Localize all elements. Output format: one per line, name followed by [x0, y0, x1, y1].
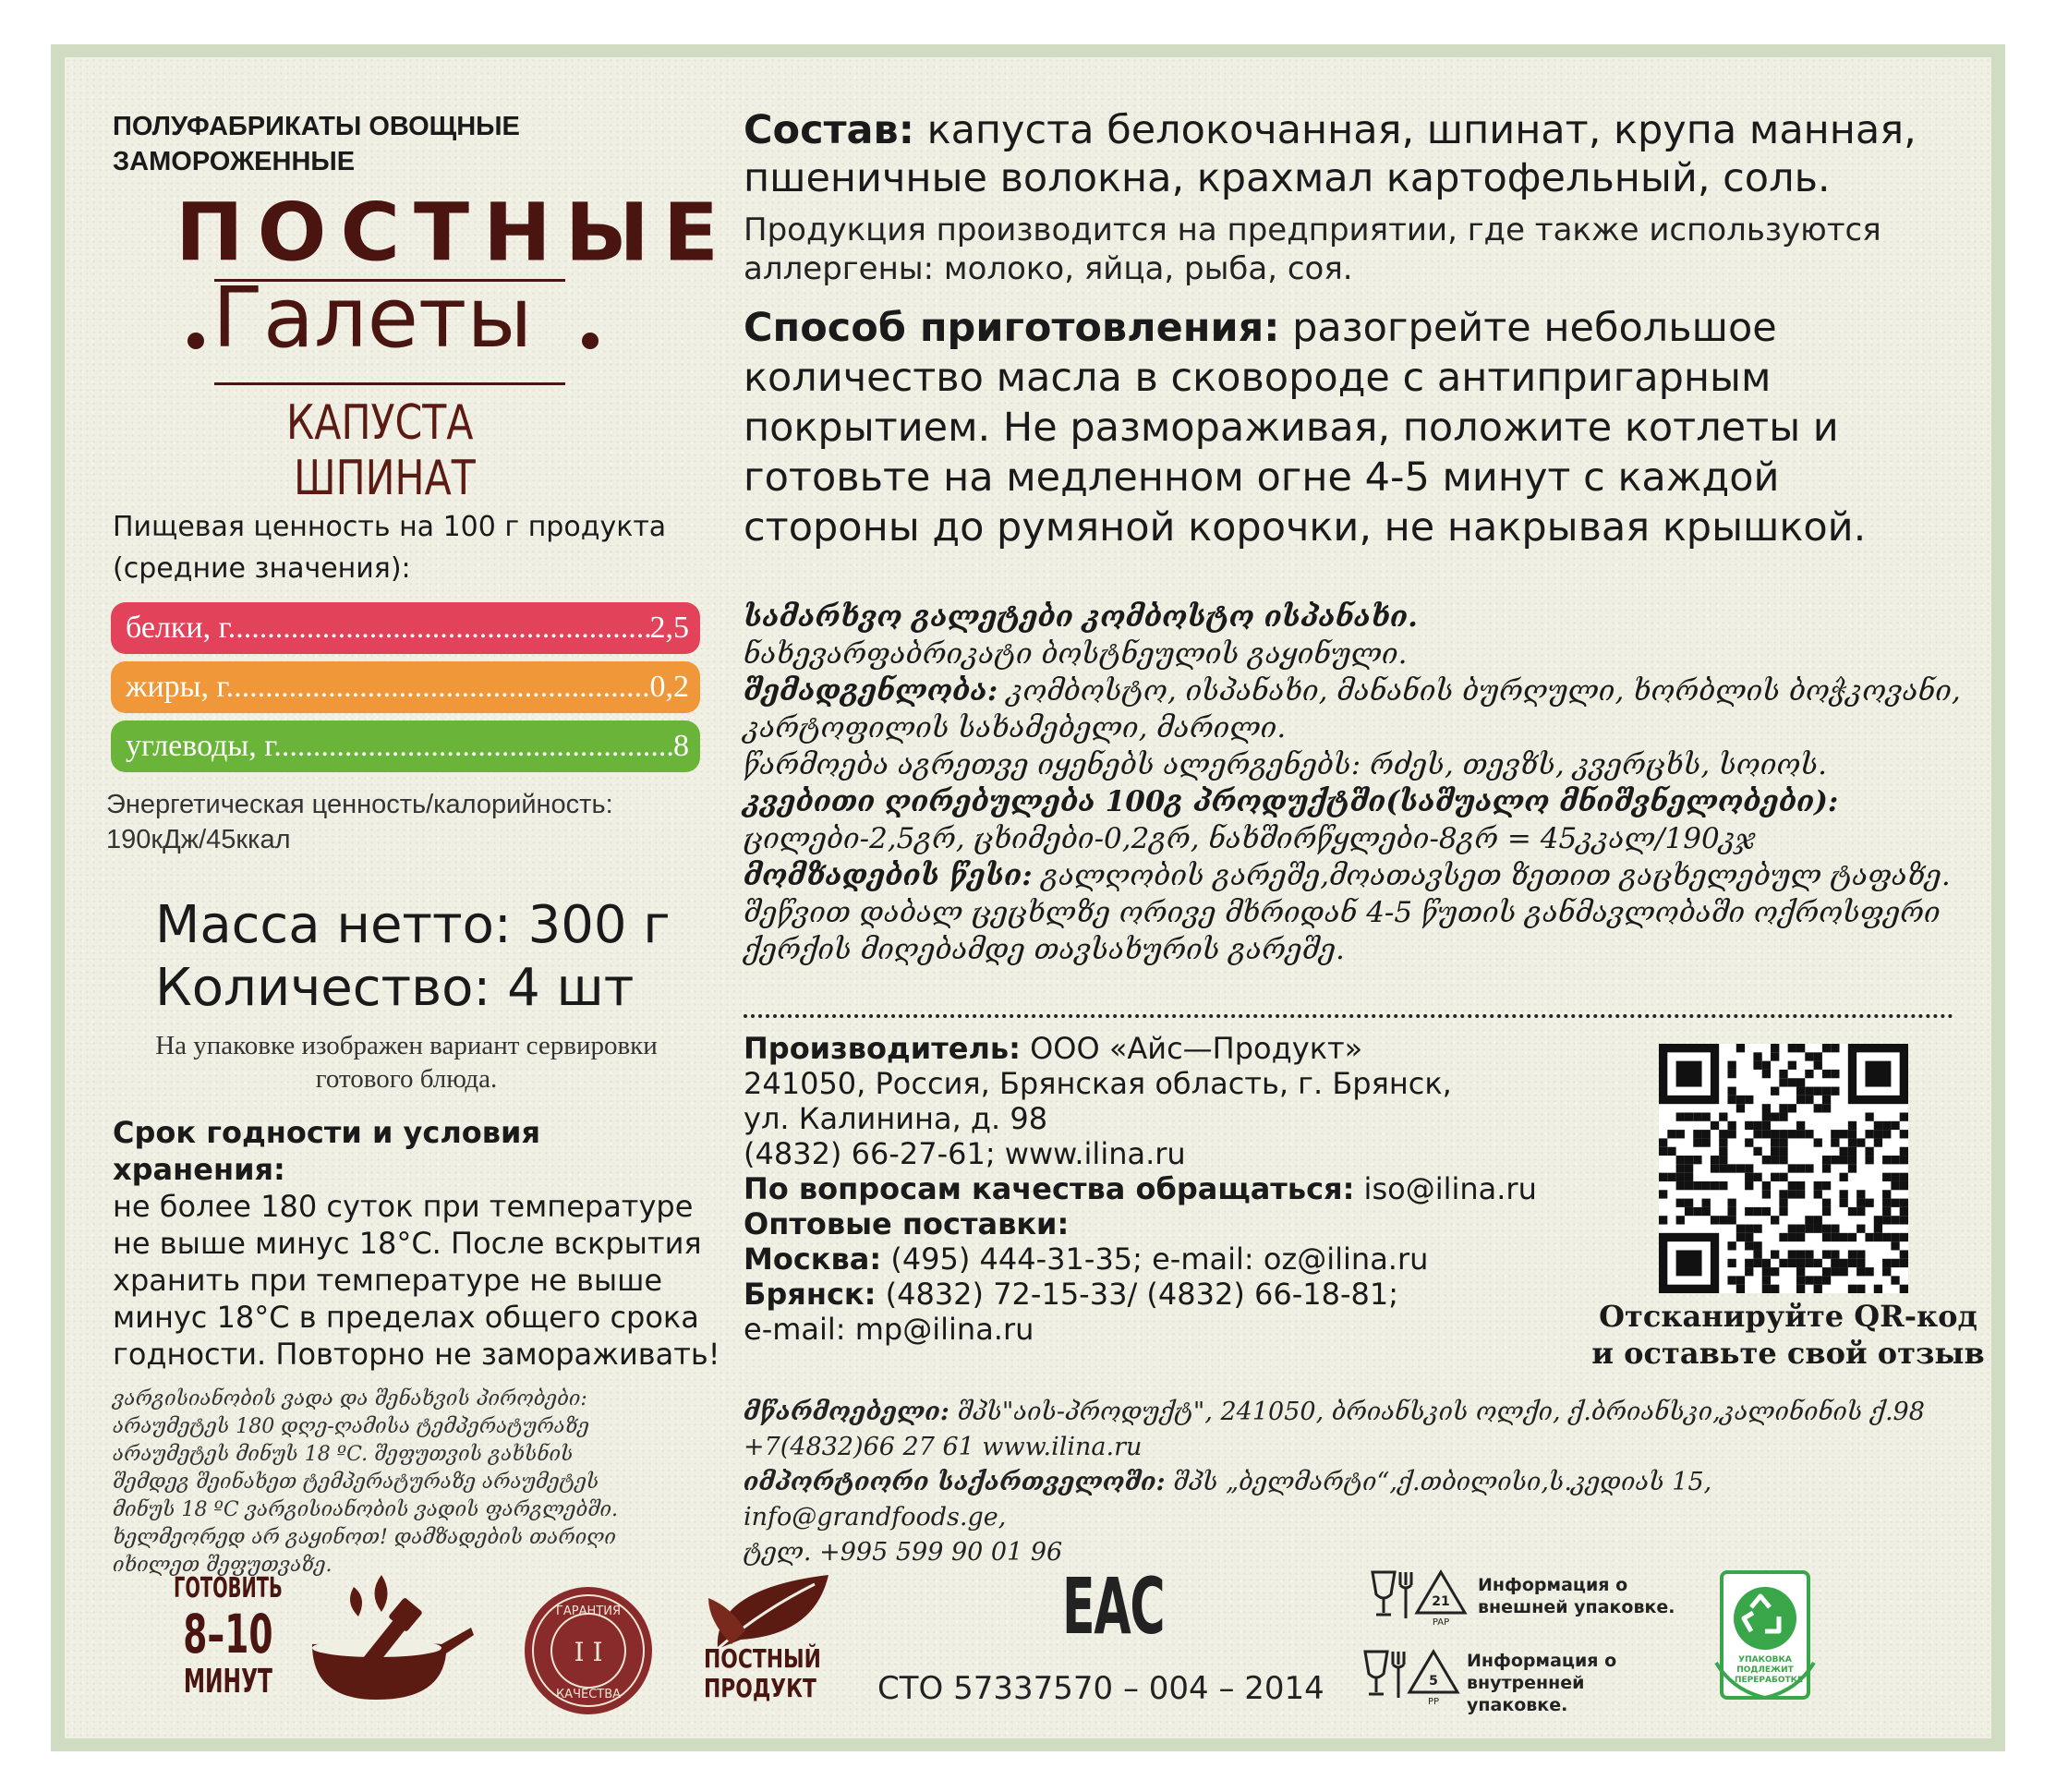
standard-number: СТО 57337570 – 004 – 2014: [877, 1670, 1324, 1707]
qr-code-icon[interactable]: [1659, 1044, 1908, 1293]
nutrition-row: [111, 661, 700, 713]
geo-prep-label: მომზადების წესი:: [744, 859, 1033, 892]
cook-time-line3: МИНУТ: [183, 1663, 272, 1701]
seal-text-top: ГАРАНТИЯ: [555, 1604, 622, 1618]
net-weight: Масса нетто: 300 г: [155, 895, 671, 955]
geo-importer-label: იმპორტიორი საქართველოში:: [744, 1468, 1166, 1496]
quality-seal-icon: [523, 1585, 654, 1716]
eac-mark: EAC: [1062, 1561, 1165, 1652]
producer-name: ООО «Айс—Продукт»: [1030, 1031, 1363, 1066]
allergen-note: Продукция производится на предприятии, где также используются аллергены: молоко, яйца, рыба, соя.: [744, 212, 1881, 287]
nutrition-label: жиры, г.: [126, 670, 235, 704]
seal-text-bottom: КАЧЕСТВА: [555, 1688, 622, 1701]
geo-importer-text: შპს „ბელმარტი“,ქ.თბილისი,ს.კედიას 15, info@grandfoods.ge,: [744, 1468, 1712, 1532]
geo-title: სამარხვო გალეტები კომბოსტო ისპანახი.: [744, 600, 1418, 634]
geo-category: ნახევარფაბრიკატი ბოსტნეულის გაყინული.: [744, 637, 1408, 671]
product-title-line1: ПОСТНЫЕ: [175, 186, 733, 279]
geo-producer-phone: +7(4832)66 27 61 www.ilina.ru: [744, 1433, 1143, 1461]
bryansk-label: Брянск:: [744, 1277, 877, 1312]
preparation-label: Способ приготовления:: [744, 305, 1280, 351]
energy-value: [106, 787, 716, 857]
producer-label: Производитель:: [744, 1031, 1021, 1066]
pack-inner-text: Информация о внутренней упаковке.: [1467, 1651, 1617, 1715]
geo-producer-text: შპს"აის-პროდუქტ", 241050, ბრიანსკის ოლქი, ქ.ბრიანსკი,კალინინის ქ.98: [957, 1398, 1925, 1426]
product-category: ПОЛУФАБРИКАТЫ ОВОЩНЫЕ ЗАМОРОЖЕННЫЕ: [113, 112, 520, 176]
nutrition-leader: [236, 602, 649, 654]
geo-nutrition-text: ცილები-2,5გრ, ცხიმები-0,2გრ, ნახშირწყლები-8გრ = 45კკალ/190კჯ: [744, 822, 1756, 855]
energy-amount: 190кДж/45ккал: [106, 825, 291, 854]
pack-outer-code: 21: [1432, 1594, 1450, 1609]
pack-inner-code: 5: [1429, 1674, 1438, 1689]
composition-text: капуста белокочанная, шпинат, крупа манная, пшеничные волокна, крахмал картофельный, соль.: [744, 107, 1917, 201]
moscow-label: Москва:: [744, 1241, 882, 1277]
geo-importer-phone: ტელ. +995 599 90 01 96: [744, 1538, 1063, 1567]
serving-note: На упаковке изображен вариант сервировки готового блюда.: [155, 1031, 658, 1094]
georgian-info: [744, 599, 1990, 968]
storage-block: [113, 1114, 722, 1373]
nutrition-value: 2,5: [649, 611, 689, 645]
flavor-line2: ШПИНАТ: [294, 451, 476, 506]
nutrition-leader: [282, 720, 673, 772]
lenten-line1: ПОСТНЫЙ: [704, 1643, 821, 1674]
nutrition-value: 0,2: [649, 670, 689, 704]
product-title-line2: Галеты: [212, 270, 533, 367]
quality-email: iso@ilina.ru: [1363, 1171, 1537, 1206]
seal-mark: I I: [574, 1637, 603, 1667]
pack-outer-sub: PAP: [1432, 1617, 1450, 1626]
storage-text: не более 180 суток при температуре не выше минус 18°С. После вскрытия хранить при температуре не выше минус 18°С в пределах общего срока годности. Повторно не замораживать!: [113, 1189, 720, 1372]
title-dot-right: [582, 333, 599, 349]
title-divider-bottom: [214, 382, 565, 385]
nutrition-value: 8: [673, 729, 689, 763]
geo-nutrition-label: კვებითი ღირებულება 100გ პროდუქტში(საშუალო მნიშვნელობები):: [744, 785, 1839, 818]
storage-title: Срок годности и условия хранения:: [113, 1115, 540, 1187]
bryansk-email: e-mail: mp@ilina.ru: [744, 1312, 1034, 1347]
moscow-contacts: (495) 444-31-35; e-mail: oz@ilina.ru: [890, 1241, 1429, 1277]
recycle-text: УПАКОВКА ПОДЛЕЖИТ ПЕРЕРАБОТКЕ: [1735, 1655, 1804, 1685]
geo-composition-text: კომბოსტო, ისპანახი, მანანის ბურღული, ხორბლის ბოჭკოვანი, კარტოფილის სახამებელი, მარილი.: [744, 674, 1961, 745]
cook-time-block: [174, 1572, 283, 1701]
preparation: [744, 303, 1963, 552]
storage-text-georgian: ვარგისიანობის ვადა და შენახვის პირობები: არაუმეტეს 180 დღე-ღამისა ტემპერატურაზე არაუმეტეს მინუს 18 ºC. შეფუთვის გახსნის შემდეგ შეინახეთ ტემპერატურაზე არაუმეტეს მინუს 18 ºC ვარგისიანობის ვადის ფარგლებში. ხელმეორედ არ გაყინოთ! დამზადების თარიღი იხილეთ შეფუთვაზე.: [113, 1387, 619, 1577]
composition-label: Состав:: [744, 107, 914, 153]
qr-caption: Отсканируйте QR-код и оставьте свой отзыв: [1591, 1299, 1985, 1371]
pack-outer-text: Информация о внешней упаковке.: [1478, 1575, 1675, 1617]
lenten-product-block: [704, 1644, 821, 1703]
nutrition-header: Пищевая ценность на 100 г продукта (средние значения):: [113, 511, 667, 585]
nutrition-leader: [234, 661, 649, 713]
wholesale-label: Оптовые поставки:: [744, 1206, 1070, 1241]
producer-address-2: ул. Калинина, д. 98: [744, 1101, 1048, 1136]
geo-allergens: წარმოება აგრეთვე იყენებს ალერგენებს: რძეს, თევზს, კვერცხს, სოიოს.: [744, 748, 1828, 781]
nutrition-row: [111, 602, 700, 654]
bryansk-contacts: (4832) 72-15-33/ (4832) 66-18-81;: [885, 1277, 1398, 1312]
title-dot-left: [187, 333, 204, 349]
producer-contacts: [744, 1031, 1575, 1347]
lenten-line2: ПРОДУКТ: [704, 1673, 816, 1703]
cook-time-line2: 8–10: [183, 1603, 273, 1665]
nutrition-row: [111, 720, 700, 772]
fork-glass-icon: [1361, 1646, 1463, 1705]
producer-address-1: 241050, Россия, Брянская область, г. Брянск,: [744, 1066, 1452, 1101]
flavor-line1: КАПУСТА: [286, 395, 474, 451]
cook-time-line1: ГОТОВИТЬ: [174, 1572, 283, 1604]
nutrition-label: белки, г.: [126, 611, 236, 645]
energy-label: Энергетическая ценность/калорийность:: [106, 790, 613, 819]
pan-icon: [294, 1570, 478, 1709]
preparation-text: разогрейте небольшое количество масла в сковороде с антипригарным покрытием. Не размораживая, положите котлеты и готовьте на медленном огне 4-5 минут с каждой стороны до румяной корочки, не накрывая крышкой.: [744, 305, 1867, 551]
georgian-producer-info: [744, 1395, 1963, 1570]
leaf-icon: [704, 1570, 833, 1653]
geo-producer-label: მწარმოებელი:: [744, 1398, 949, 1426]
net-weight-block: [155, 894, 671, 1020]
quality-label: По вопросам качества обращаться:: [744, 1171, 1355, 1206]
dotted-separator: [744, 1014, 1953, 1018]
geo-composition-label: შემადგენლობა:: [744, 674, 998, 708]
producer-phone: (4832) 66-27-61; www.ilina.ru: [744, 1136, 1186, 1171]
nutrition-label: углеводы, г.: [126, 729, 282, 763]
fork-glass-icon: [1369, 1567, 1470, 1626]
pack-inner-sub: PP: [1427, 1697, 1440, 1705]
composition: [744, 106, 1963, 202]
piece-count: Количество: 4 шт: [155, 958, 635, 1018]
geo-prep-text: გალღობის გარეშე,მოათავსეთ ზეთით გაცხელებულ ტაფაზე. შეწვით დაბალ ცეცხლზე ორივე მხრიდან 4-5 წუთის განმავლობაში ოქროსფერი ქერქის მიღებამდე თავსახურის გარეშე.: [744, 859, 1951, 966]
